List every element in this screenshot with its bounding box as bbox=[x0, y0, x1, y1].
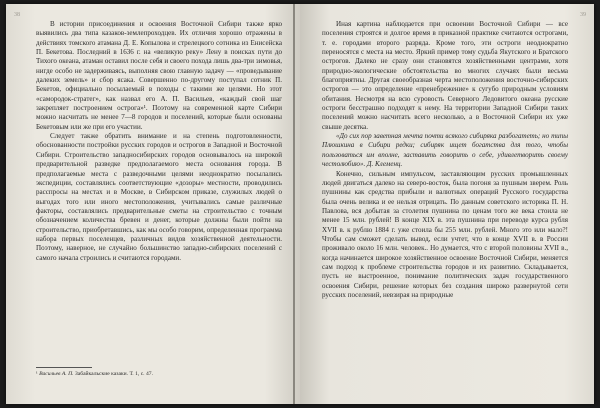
right-page bbox=[300, 4, 594, 404]
footnote-source: Забайкальские казаки. Т. 1, с. 47. bbox=[73, 371, 153, 377]
page-number-right: 39 bbox=[580, 12, 586, 18]
paragraph: В истории присоединения и освоения Восточной Сибири также ярко выявились два типа казаков-землепроходцев. Их отличия хорошо отражены в действиях томского атамана Д. Е. Копылова и стрелецкого сотника из Енисейска П. Бекетова. Последний в 1636 г. на «великую реку» Лену в поисках пути до Тихого океана, атаман оставил после себя и своего похода лишь два-три зимовья, нигде особо не задерживаясь, выполняя свою главную задачу — «проведывание далеких земель» и сбор ясака. Совершенно по-другому поступал сотник П. Бекетов, официально посылаемый в походы с такими же целями. Но этот «самородок-стратег», как назвал его А. П. Васильев, «каждый свой шаг закрепляет построением острога»¹. Поэтому на современной карте Сибири можно насчитать не менее 7—8 городов и поселений, которые были основаны Бекетовым или же при его участии. bbox=[36, 20, 282, 131]
book-gutter bbox=[293, 4, 295, 404]
page-number-left: 38 bbox=[14, 12, 20, 18]
quote-author: Д. Клеменц. bbox=[367, 160, 403, 169]
footnote-rule bbox=[36, 367, 92, 368]
footnote-author: Васильев А. П. bbox=[39, 371, 74, 377]
quote-paragraph bbox=[322, 132, 568, 169]
paragraph: Конечно, сильным импульсом, заставляющим русских промышленных людей двигаться далеко на северо-восток, была погоня за пушным зверем. Роль пушнины как средства прибыли и валютных операций Русского государства была очень велика и ее нельзя отрицать. По данным советского историка П. Н. Павлова, вся добытая за столетия пушнина по ценам того же века стоила не менее 15 млн. рублей! В конце XIX в. эта пушнина при переводе курса рубля XVII в. к рублю 1884 г. уже стоила бы 255 млн. рублей. Много это или мало?! Чтобы сам сможет сделать вывод, если учтет, что в конце XVII в. в России проживало около 16 млн. человек.. Но думается, что с второй половины XVII в., когда начинается широкое хозяйственное освоение Восточной Сибири, меняется сам подход к проблеме строительства городов и их развитию. Складывается, пусть не выстроенное, понимание политических задач государственного освоения Сибири, решение которых без создания широко развернутой сети русских поселений, невзирая на природные bbox=[322, 169, 568, 299]
paragraph: Иная картина наблюдается при освоении Восточной Сибири — все поселения строятся и долгое время в приказной практике считаются острогами, т. е. городами второго разряда. Кроме того, эти остроги неоднократно переносятся с места на место. Яркий пример тому судьба Якутского и Братского острогов. Далеко не сразу они становятся хозяйственными центрами, хотя природно-экологические обстоятельства во многих случаях были весьма благоприятны. Другая своеобразная черта местоположения восточно-сибирских острогов — это определение «пренебрежение» к сугубо природным условиям обитания. Несмотря на всю суровость Северного Ледовитого океана русские остроги бесстрашно подходят к нему. На территории Западной Сибири таких поселений можно насчитать всего несколько, а в Восточной Сибири их уже свыше десятка. bbox=[322, 20, 568, 131]
left-page-text bbox=[36, 20, 282, 263]
footnote bbox=[36, 367, 282, 378]
quote: «До сих пор заветная мечта почти всякого сибиряка разбогатеть; но типы Плюшкина в Сибири редки; сибиряк ищет богатства для того, чтобы пользоваться им вполне, заставить говорить о себе, удивлетворить своему честолюбию». bbox=[322, 132, 568, 169]
paragraph: Следует также обратить внимание и на степень подготовленности, обоснованности постройки русских городов и острогов в Западной и Восточной Сибири. Строительство западносибирских городов основывалось на широкой предварительной разведке предполагаемого места основания города. В предполагаемые места с разведочными целями неоднократно посылались экспедиции, составлялись соответствующие «дозоры» местности, проводились расспросы на местах и в Москве, в Сибирском приказе, служилых людей о выгодах того или иного местоположения, учитывались самые различные факторы, составлялись предварительные сметы на строительство с точным обозначением количества бревен и денег, которые должны были пойти на строительство, приобретавшись, как мы особо говорим, определенная программа набора первых поселенцев, различных видов хозяйственной деятельности. Поэтому, наверное, не случайно большинство западно-сибирских поселений с самого начала строились и считаются городами. bbox=[36, 132, 282, 262]
right-page-text bbox=[322, 20, 568, 300]
book-spread bbox=[6, 4, 594, 404]
left-page bbox=[6, 4, 300, 404]
footnote-marker: ¹ bbox=[36, 371, 38, 377]
